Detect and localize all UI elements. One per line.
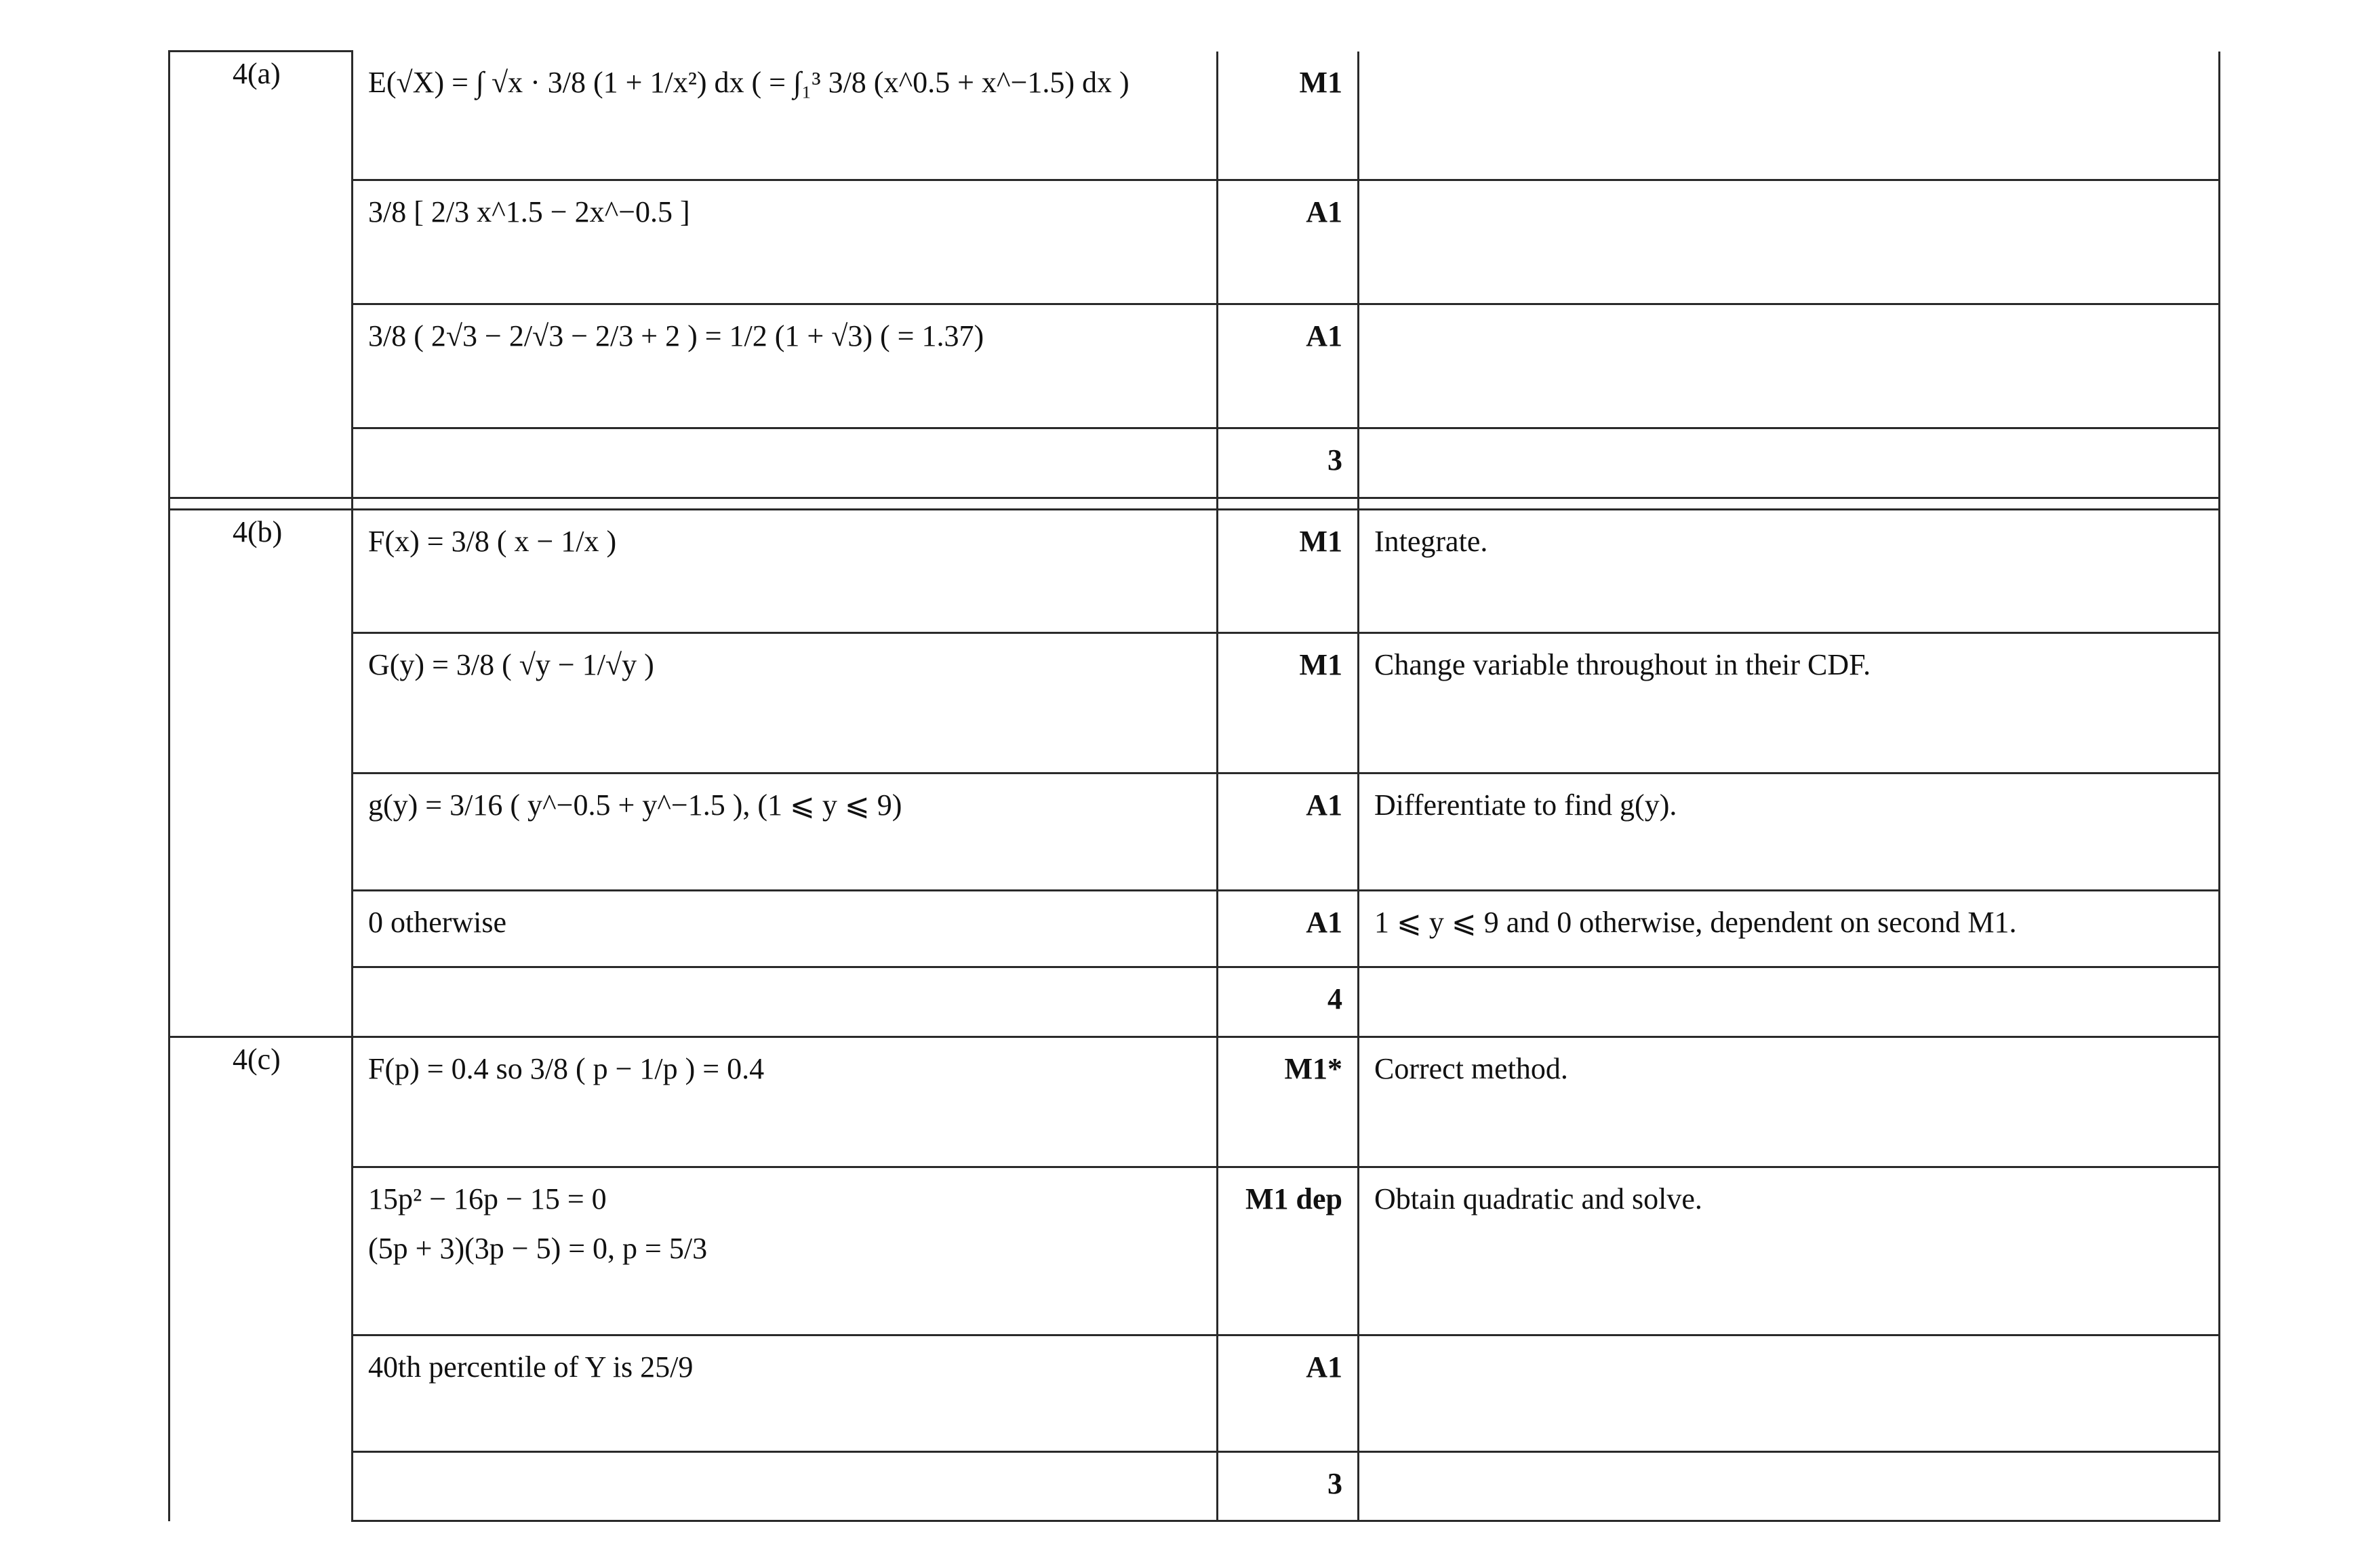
guidance-cell — [1359, 967, 2220, 1037]
question-label: 4(a) — [169, 52, 353, 498]
table-row — [169, 1335, 2220, 1452]
table-row — [169, 52, 2220, 180]
table-row — [169, 180, 2220, 304]
answer-cell: g(y) = 3/16 ( y^−0.5 + y^−1.5 ), (1 ⩽ y ⩽ 9) — [353, 773, 1218, 891]
table-row — [169, 428, 2220, 498]
mark-cell: M1 dep — [1218, 1167, 1359, 1335]
guidance-cell: Differentiate to find g(y). — [1359, 773, 2220, 891]
answer-cell: G(y) = 3/8 ( √y − 1/√y ) — [353, 633, 1218, 773]
answer-cell — [353, 1452, 1218, 1521]
answer-cell: 3/8 [ 2/3 x^1.5 − 2x^−0.5 ] — [353, 180, 1218, 304]
answer-cell — [353, 428, 1218, 498]
section-divider — [169, 498, 2220, 510]
table-row — [169, 1452, 2220, 1521]
answer-cell: 40th percentile of Y is 25/9 — [353, 1335, 1218, 1452]
guidance-cell — [1359, 180, 2220, 304]
answer-cell: 15p² − 16p − 15 = 0 (5p + 3)(3p − 5) = 0, p = 5/3 — [353, 1167, 1218, 1335]
mark-total-cell: 3 — [1218, 1452, 1359, 1521]
table-row — [169, 967, 2220, 1037]
table-row — [169, 1037, 2220, 1167]
guidance-cell: Obtain quadratic and solve. — [1359, 1167, 2220, 1335]
table-row — [169, 891, 2220, 967]
guidance-cell — [1359, 1452, 2220, 1521]
answer-cell — [353, 967, 1218, 1037]
mark-cell: A1 — [1218, 891, 1359, 967]
mark-cell: M1 — [1218, 52, 1359, 180]
mark-total-cell: 3 — [1218, 428, 1359, 498]
mark-total-cell: 4 — [1218, 967, 1359, 1037]
table-row — [169, 304, 2220, 428]
mark-cell: M1* — [1218, 1037, 1359, 1167]
table-row — [169, 773, 2220, 891]
answer-cell: E(√X) = ∫ √x · 3/8 (1 + 1/x²) dx ( = ∫₁³ 3/8 (x^0.5 + x^−1.5) dx ) — [353, 52, 1218, 180]
guidance-cell: Correct method. — [1359, 1037, 2220, 1167]
guidance-cell: Integrate. — [1359, 510, 2220, 633]
mark-cell: A1 — [1218, 304, 1359, 428]
guidance-cell: 1 ⩽ y ⩽ 9 and 0 otherwise, dependent on second M1. — [1359, 891, 2220, 967]
mark-cell: A1 — [1218, 773, 1359, 891]
mark-cell: A1 — [1218, 180, 1359, 304]
guidance-cell — [1359, 304, 2220, 428]
table-row — [169, 510, 2220, 633]
mark-cell: M1 — [1218, 633, 1359, 773]
guidance-cell — [1359, 52, 2220, 180]
mark-cell: A1 — [1218, 1335, 1359, 1452]
mark-cell: M1 — [1218, 510, 1359, 633]
table-row — [169, 1167, 2220, 1335]
question-label: 4(c) — [169, 1037, 353, 1521]
table-row — [169, 633, 2220, 773]
mark-scheme-table — [168, 50, 2220, 1522]
answer-cell: 3/8 ( 2√3 − 2/√3 − 2/3 + 2 ) = 1/2 (1 + √3) ( = 1.37) — [353, 304, 1218, 428]
guidance-cell — [1359, 1335, 2220, 1452]
answer-cell: F(p) = 0.4 so 3/8 ( p − 1/p ) = 0.4 — [353, 1037, 1218, 1167]
guidance-cell — [1359, 428, 2220, 498]
answer-cell: 0 otherwise — [353, 891, 1218, 967]
guidance-cell: Change variable throughout in their CDF. — [1359, 633, 2220, 773]
question-label: 4(b) — [169, 510, 353, 1037]
answer-cell: F(x) = 3/8 ( x − 1/x ) — [353, 510, 1218, 633]
